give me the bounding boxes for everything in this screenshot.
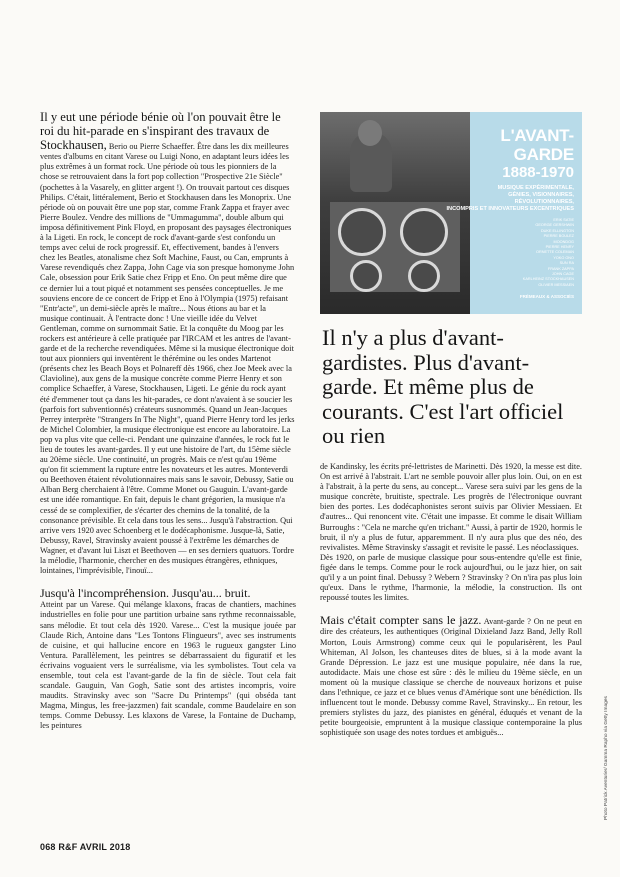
cover-artist: SUN RA xyxy=(559,261,574,266)
section-title: Jusqu'à l'incompréhension. Jusqu'au... bruit. xyxy=(40,586,251,601)
cover-subtitle-line: MUSIQUE EXPÉRIMENTALE, xyxy=(497,185,574,191)
lead-paragraph xyxy=(40,110,296,576)
cover-artist: OLIVIER MESSIAEN xyxy=(538,282,574,287)
cover-subtitle xyxy=(446,185,574,213)
pull-quote: Il n'y a plus d'avant-gardistes. Plus d'avant-garde. Et même plus de courants. C'est l'art officiel ou rien xyxy=(322,325,564,448)
cover-artist: FRANK ZAPPA xyxy=(547,266,574,271)
cover-subtitle-line: RÉVOLUTIONNAIRES, xyxy=(514,199,574,205)
cover-subtitle-line: INCOMPRIS ET INNOVATEURS EXCENTRIQUES xyxy=(446,206,574,212)
cover-artist: DUKE ELLINGTON xyxy=(540,228,574,233)
photo-credit: Photo Patrick Aventurier/ Gamma Rapho via Getty Images xyxy=(604,696,609,820)
album-cover-image xyxy=(320,112,582,314)
cover-artist: KARLHEINZ STOCKHAUSEN xyxy=(522,277,574,282)
cover-years: 1888-1970 xyxy=(502,164,574,181)
body-text: Avant-garde ? On ne peut en dire des créateurs, les authentiques (Original Dixieland Jazz Band, Jelly Roll Morton, Louis Armstrong) comme ceux qui le popularisèrent, les Paul Whiteman, Al Jolson, les chanteuses dites de blues, si à la mode avant la Grande Dépression. Le jazz est une musique populaire, née dans la rue, autodidacte. Mais une chose est sûre : dès le milieu du 19ème siècle, en un moment où la musique classique se cherche de nouveaux horizons et puise dans l'ethnique, ce jazz et ce blues venus d'Amérique sont une bénédiction. Ils influencent tout le monde. Debussy comme Ravel, Stravinsky... En retour, les premiers stylistes du jazz, des pianistes en général, éduqués et venant de la petite bourgeoisie, empruntent à la musique classique contemporaine la plus sophistiquée son usage des notes tordues et ambiguës... xyxy=(320,617,582,738)
cover-artist: YOKO ONO xyxy=(553,255,574,260)
cover-artist: ORNETTE COLEMAN xyxy=(536,250,574,255)
body-text: Berio ou Pierre Schaeffer. Être dans les dix meilleures ventes d'albums en citant Varese ou Luigi Nono, en adaptant leurs idées les plus extrêmes à un format rock. Une période où tous les pionniers de la chose se retrouvaient dans la fort pop collection "Prospective 21e Siècle" (pochettes à la Vasarely, en glitter argent !). On trouvait partout ces disques Philips. C'était, littéralement, Berio et Stockhausen dans les Monoprix. Une période où on pouvait être une pop star, comme Frank Zappa et frayer avec Pierre Boulez. Vendre des millions de "Ummagumma", double album qui imposa définitivement Pink Floyd, en proposant des paysages électroniques à la Ligeti. En rock, le concept de rock d'avant-garde s'est confondu un temps avec celui de rock progressif. Et, effectivement, bandes à l'envers chez les Beatles, atonalisme chez Soft Machine, Faust, ou Can, emprunts à Varese revendiqués chez Zappa, John Cage via son presque homonyme John Cale, obsession pour Erik Satie chez Fripp et Eno. On peut même dire que ce dernier lui a tout piqué et notamment ses pensées conceptuelles. Je me souviens encore de ce concert de Fripp et Eno à l'Olympia (1975) refaisant "Entr'acte", un demi-siècle après le maître... Nous étions au bar et la musique continuait. À l'entracte donc ! Une vieille idée du Velvet Gentleman, comme on surnommait Satie. Et la conquête du Moog par les rockers est antérieure à celle pratiquée par l'IRCAM et les antres de l'avant-garde et de la recherche revendiquées. Même si la musique électronique doit tout aux pionniers qui inventèrent le thérémine ou les ondes Martenot (présents chez les Beach Boys et Polnareff dès 1966, chez Joe Meek avec la Clavioline), aux gens de la musique concrète comme Pierre Henry et son complice Schaeffer, à Varese, Stockhausen, Ligeti. Le génie du rock ayant été d'emmener tout ça dans les hit-parades, ce dont n'avaient à se soucier les (parfois fort subventionnés) créateurs susnommés. Quand un Jean-Jacques Perrey interprète "Strangers In The Night", quand Pierre Henry tord les jerks de Michel Colombier, la musique électronique est encore au laboratoire. La pop va plus vite que celle-ci. Pendant une quinzaine d'années, le rock fut le lieu de toutes les avant-gardes. Il y eut une histoire de l'art, du 15ème siècle au 20ème siècle. Une continuité, un progrès. Mais ce n'est qu'au 19ème qu'on fit sciemment la rupture entre les novateurs et les autres. Monteverdi ou Beethoven étaient révolutionnaires mais sans le savoir, Debussy, Satie ou Alban Berg cherchaient à l'être. Comme Monet ou Gauguin. L'avant-garde est une idée romantique. En fait, depuis le chant grégorien, la musique n'a cessé de se complexifier, de s'écarter des chemins de la tonalité, de la consonance prévisible. Et cela dans tous les sens... Jusqu'à l'abstraction. Qui arrive vers 1920 avec Schoenberg et le dodécaphonisme. Jusque-là, Satie, Debussy, Ravel, Stravinsky avaient poussé à l'extrême les démarches de Wagner, et d'avant lui Liszt et Beethoven — en ses derniers quatuors. Tordre la mélodie, l'harmonie, chercher en des musiques étrangères, ethniques, lointaines, l'imprévisible, l'inouï... xyxy=(40,142,295,576)
cover-artist-list xyxy=(446,218,574,288)
cover-artist: GEORGE GERSHWIN xyxy=(535,223,574,228)
cover-artist: MOONDOG xyxy=(553,239,574,244)
lead-title: Il y eut une période bénie où l'on pouvait être le roi du hit-parade en s'inspirant des travaux de Stockhausen, xyxy=(40,110,281,153)
right-column xyxy=(320,462,582,738)
cover-subtitle-line: GÉNIES, VISIONNAIRES, xyxy=(508,192,574,198)
cover-artist: PIERRE HENRY xyxy=(545,245,574,250)
body-paragraph: de Kandinsky, les écrits pré-lettristes de Marinetti. Dès 1920, la messe est dite. On est arrivé à l'abstrait. L'art ne semble pouvoir aller plus loin. Oui, on en est à l'abstrait, à la perte du sens, au concept... Varese sera suivi par les gens de la musique concrète, bruitiste, spectrale. Les progrès de l'électronique ouvrant bien des portes. Les dodécaphonistes seront suivis par Olivier Messiaen. Et d'autres... Qui renoncent vite. C'était une impasse. Et comme le disait William Burroughs : "Cela ne marche qu'en trichant." Aussi, à partir de 1920, hormis le bruit, il n'y a plus de futur, apparemment. Il n'y aura plus que des néo, des revivalistes. Même Stravinsky s'assagit et revisite le passé. Les néoclassiques. xyxy=(320,462,582,552)
page-footer: 068 R&F AVRIL 2018 xyxy=(40,842,131,852)
body-paragraph: Dès 1920, on parle de musique classique pour sous-entendre qu'elle est finie, figée dans le temps. Comme pour le rock aujourd'hui, ou le jazz hier, on sait qu'il y a un point final. Debussy ? Webern ? Stravinsky ? On n'ira pas plus loin qu'eux. Dans le rythme, l'harmonie, la mélodie, la construction. Ils ont repoussé toutes les limites. xyxy=(320,552,582,603)
cover-artist: JOHN CAGE xyxy=(551,272,574,277)
cover-title: L'AVANT-GARDE xyxy=(500,126,574,164)
body-text: Atteint par un Varese. Qui mélange klaxons, fracas de chantiers, machines industrielles en folie pour une partition urbaine sans rythme reconnaissable, sans mélodie. Et tout cela dès 1920. Varese... C'est la musique jouée par Claude Rich, Antoine dans "Les Tontons Flingueurs", avec ses instruments de cuisine, et qui hallucine encore en 1963 le rugueux gangster Lino Ventura. Parallèlement, les peintres se débarrassaient du figuratif et les écrivains voguaient vers le surréalisme, via les symbolistes. Tout cela va ensemble, tout cela est l'avant-garde de la fin de siècle. Tout cela fait scandale. Gauguin, Van Gogh, Satie sont des artistes incompris, voire maudits. Stravinsky avec son "Sacre Du Printemps" (qui obséda tant Magma, Mingus, les free-jazzmen) fait scandale, comme Baudelaire en son temps. Comme Debussy. Les klaxons de Varese, la Fontaine de Duchamp, les peintures xyxy=(40,600,296,731)
left-column xyxy=(40,110,296,732)
section-paragraph xyxy=(320,613,582,738)
cover-artist: PIERRE BOULEZ xyxy=(543,234,574,239)
section-paragraph xyxy=(40,586,296,731)
section-title: Mais c'était compter sans le jazz. xyxy=(320,613,482,628)
cover-text xyxy=(446,126,574,300)
cover-artist: ERIK SATIE xyxy=(553,218,574,222)
cover-label: FRÉMEAUX & ASSOCIÉS xyxy=(519,294,574,300)
